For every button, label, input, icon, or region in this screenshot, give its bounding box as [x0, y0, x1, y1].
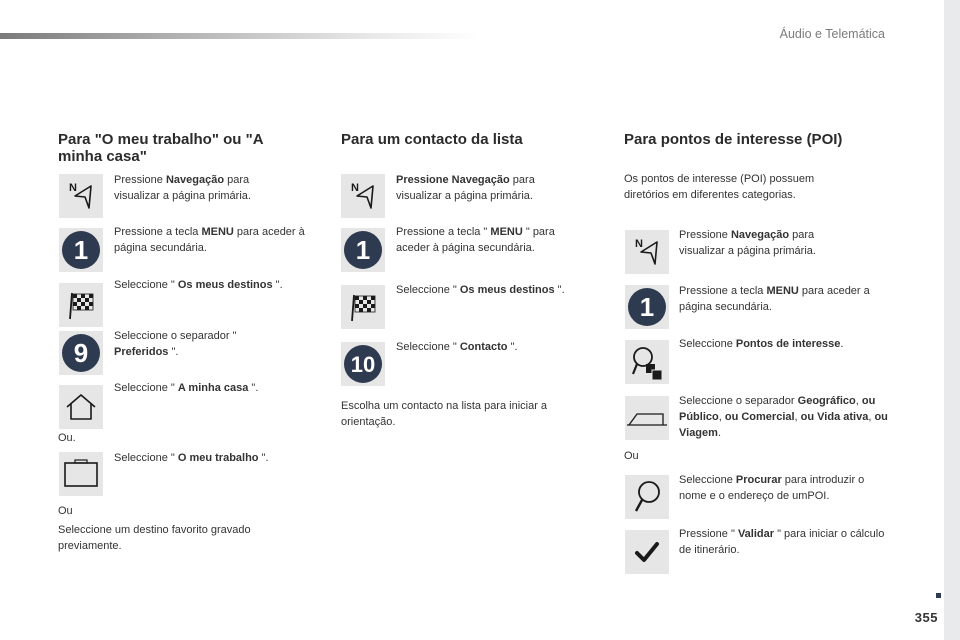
navigation-icon: [625, 230, 669, 274]
column-1-step-2: Pressione a tecla MENU para aceder à página secundária.: [114, 226, 305, 254]
column-1-step-4: Seleccione o separador " Preferidos ".: [114, 330, 237, 358]
column-3-intro: Os pontos de interesse (POI) possuem diretórios em diferentes categorias.: [624, 173, 815, 201]
svg-text:9: 9: [73, 338, 89, 368]
column-1-footer: Seleccione um destino favorito gravado previamente.: [58, 524, 251, 552]
or-label: Ou: [624, 450, 639, 462]
number-1-icon: [59, 228, 103, 272]
svg-text:10: 10: [350, 352, 376, 377]
home-icon: [59, 385, 103, 429]
column-3-step-5: Seleccione Procurar para introduzir o nome e o endereço de umPOI.: [679, 474, 865, 502]
number-10-icon: [341, 342, 385, 386]
column-3-step-6: Pressione " Validar " para iniciar o cálculo de itinerário.: [679, 528, 885, 556]
section-title: Áudio e Telemática: [779, 27, 885, 41]
column-2-step-2: Pressione a tecla " MENU " para aceder à página secundária.: [396, 226, 555, 254]
column-2-step-3: Seleccione " Os meus destinos ".: [396, 284, 565, 296]
column-1-step-5: Seleccione " A minha casa ".: [114, 382, 259, 394]
navigation-icon: [59, 174, 103, 218]
svg-text:N: N: [69, 182, 77, 194]
briefcase-icon: [59, 452, 103, 496]
column-3-step-3: Seleccione Pontos de interesse.: [679, 338, 844, 350]
number-1-icon: [341, 228, 385, 272]
svg-text:1: 1: [639, 292, 655, 322]
number-1-icon: [625, 285, 669, 329]
column-1-title: Para "O meu trabalho" ou "A minha casa": [58, 131, 263, 165]
poi-search-icon: [625, 340, 669, 384]
svg-text:1: 1: [355, 235, 371, 265]
column-1-step-3: Seleccione " Os meus destinos ".: [114, 279, 283, 291]
svg-text:1: 1: [73, 235, 89, 265]
svg-text:N: N: [635, 238, 643, 250]
or-label: Ou.: [58, 432, 76, 444]
column-3-step-2: Pressione a tecla MENU para aceder a página secundária.: [679, 285, 870, 313]
column-3-step-1: Pressione Navegação para visualizar a página primária.: [679, 229, 816, 257]
column-2-footer: Escolha um contacto na lista para iniciar a orientação.: [341, 400, 548, 428]
column-2-step-4: Seleccione " Contacto ".: [396, 341, 518, 353]
search-icon: [625, 475, 669, 519]
svg-text:N: N: [351, 182, 359, 194]
number-9-icon: [59, 331, 103, 375]
column-3-title: Para pontos de interesse (POI): [624, 131, 843, 148]
page-number: 355: [914, 610, 938, 625]
page-edge-strip: [944, 0, 960, 640]
column-2-step-1: Pressione Navegação para visualizar a página primária.: [396, 174, 535, 202]
navigation-icon: [341, 174, 385, 218]
checkered-flag-icon: [341, 285, 385, 329]
column-1-step-1: Pressione Navegação para visualizar a página primária.: [114, 174, 251, 202]
tab-icon: [625, 396, 669, 440]
checkered-flag-icon: [59, 283, 103, 327]
header-gradient-bar: [0, 33, 480, 39]
or-label: Ou: [58, 505, 73, 517]
checkmark-icon: [625, 530, 669, 574]
column-3-step-4: Seleccione o separador Geográfico, ou Público, ou Comercial, ou Vida ativa, ou Viagem.: [679, 395, 888, 439]
column-2-title: Para um contacto da lista: [341, 131, 523, 148]
page-marker: [936, 593, 941, 598]
column-1-step-6: Seleccione " O meu trabalho ".: [114, 452, 269, 464]
